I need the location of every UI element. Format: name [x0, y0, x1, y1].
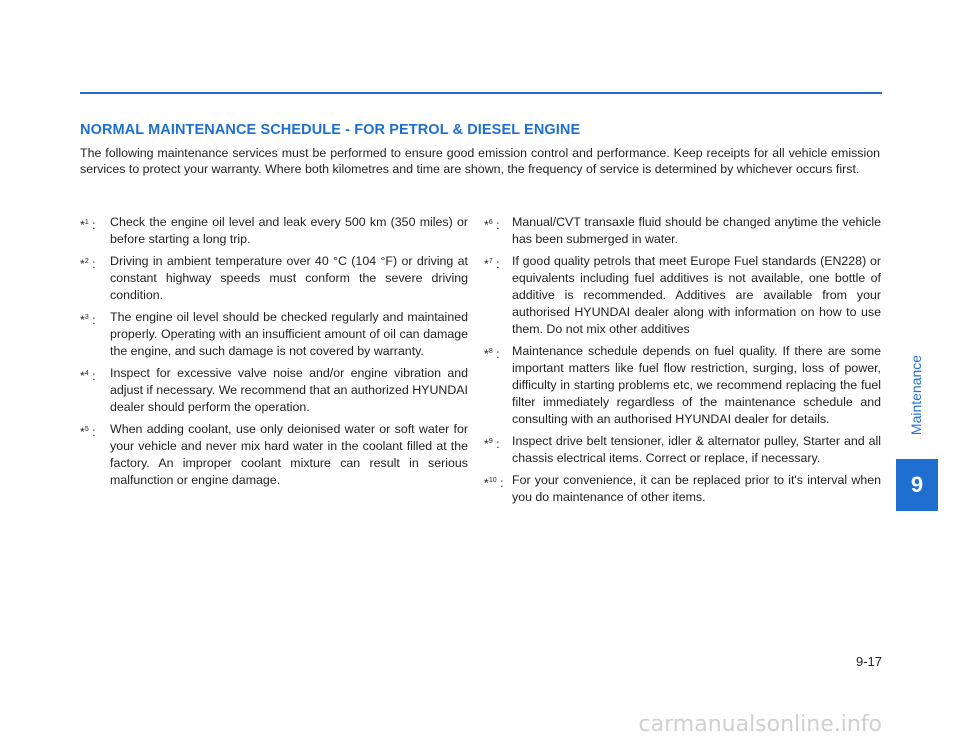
- footnote-5: [80, 421, 468, 489]
- footnote-10: [484, 472, 881, 506]
- footnote-marker: *$^{10}$ :: [484, 476, 504, 490]
- footnote-marker: *$^8$ :: [484, 347, 500, 361]
- footnote-text: Manual/CVT transaxle fluid should be changed anytime the vehicle has been submerged in water.: [512, 215, 881, 246]
- footnote-4: [80, 365, 468, 416]
- footnote-text: Inspect drive belt tensioner, idler & alternator pulley, Starter and all chassis electrical items. Correct or replace, if necessary.: [512, 434, 881, 465]
- footnote-2: [80, 253, 468, 304]
- notes-column-right: [484, 214, 881, 511]
- footnote-1: [80, 214, 468, 248]
- footnote-marker: *$^7$ :: [484, 257, 500, 271]
- footnote-7: [484, 253, 881, 338]
- page-number: 9-17: [855, 654, 882, 669]
- footnote-marker: *$^9$ :: [484, 437, 500, 451]
- footnote-text: Maintenance schedule depends on fuel quality. If there are some important matters like fuel flow restriction, surging, loss of power, difficulty in starting problems etc, we recommend replacing the fuel filter immediately regardless of the maintenance schedule and consulting with an authorised HYUNDAI dealer for details.: [512, 344, 881, 426]
- footnote-text: Check the engine oil level and leak every 500 km (350 miles) or before starting a long trip.: [110, 215, 468, 246]
- header-rule: [80, 92, 882, 94]
- footnote-marker: *$^6$ :: [484, 218, 500, 232]
- watermark: carmanualsonline.info: [638, 712, 882, 737]
- footnote-marker: *$^5$ :: [80, 425, 96, 439]
- footnote-text: When adding coolant, use only deionised water or soft water for your vehicle and never mix hard water in the coolant filled at the factory. An improper coolant mixture can result in serious malfunction or engine damage.: [110, 422, 468, 487]
- footnote-text: Inspect for excessive valve noise and/or engine vibration and adjust if necessary. We recommend that an authorized HYUNDAI dealer should perform the operation.: [110, 366, 468, 414]
- footnote-marker: *$^2$ :: [80, 257, 96, 271]
- footnote-text: If good quality petrols that meet Europe Fuel standards (EN228) or equivalents including fuel additives is not available, one bottle of additive is recommended. Additives are available from your authorised HYUNDAI dealer along with information on how to use them. Do not mix other additives: [512, 254, 881, 336]
- notes-column-left: [80, 214, 468, 494]
- footnote-3: [80, 309, 468, 360]
- intro-paragraph: The following maintenance services must be performed to ensure good emission control and performance. Keep receipts for all vehicle emission services to protect your warranty. Where both kilometres and time are shown, the frequency of service is determined by whichever occurs first.: [80, 146, 880, 176]
- footnote-marker: *$^3$ :: [80, 313, 96, 327]
- footnote-marker: *$^1$ :: [80, 218, 96, 232]
- footnote-9: [484, 433, 881, 467]
- footnote-text: Driving in ambient temperature over 40 °C (104 °F) or driving at constant highway speeds must conform the severe driving condition.: [110, 254, 468, 302]
- footnote-text: The engine oil level should be checked regularly and maintained properly. Operating with an insufficient amount of oil can damage the engine, and such damage is not covered by warranty.: [110, 310, 468, 358]
- section-title: NORMAL MAINTENANCE SCHEDULE - FOR PETROL & DIESEL ENGINE: [80, 122, 581, 138]
- chapter-side-label: Maintenance: [908, 354, 924, 436]
- footnote-marker: *$^4$ :: [80, 369, 96, 383]
- chapter-tab: 9: [896, 459, 938, 511]
- footnote-8: [484, 343, 881, 428]
- footnote-6: [484, 214, 881, 248]
- footnote-text: For your convenience, it can be replaced prior to it's interval when you do maintenance of other items.: [512, 473, 881, 504]
